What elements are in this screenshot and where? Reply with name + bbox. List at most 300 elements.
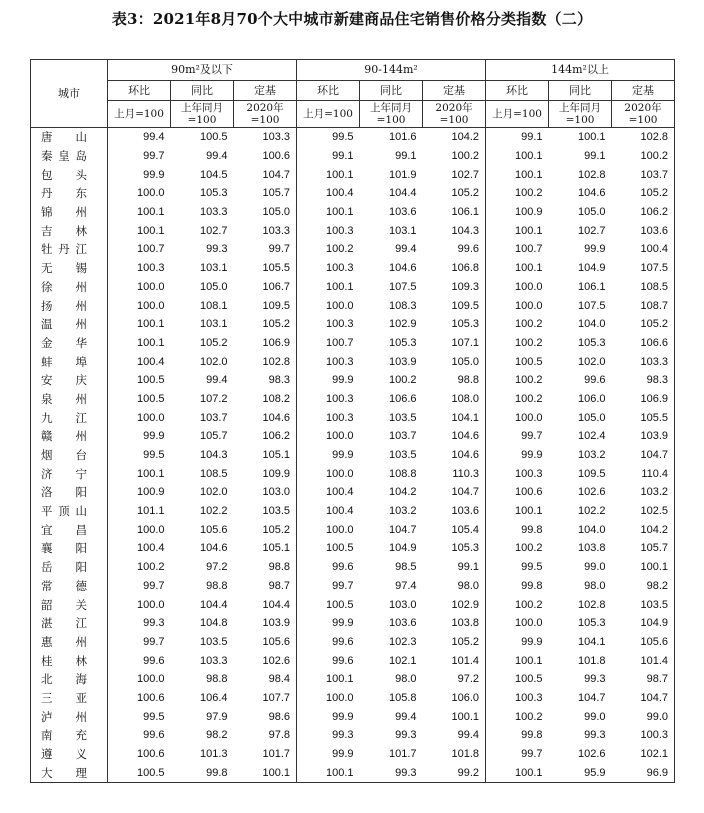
index-value: 100.0	[326, 523, 354, 536]
index-value: 99.9	[332, 617, 354, 630]
index-value: 102.3	[389, 635, 417, 648]
index-value: 100.2	[136, 561, 165, 574]
index-value: 104.1	[423, 408, 486, 427]
index-value: 100.1	[578, 131, 606, 144]
index-value: 108.3	[389, 299, 417, 312]
table-row	[31, 203, 675, 222]
sub-header-base: 定基	[423, 81, 486, 101]
index-value: 100.1	[326, 280, 354, 293]
index-value: 98.3	[612, 371, 675, 390]
city-name: 无锡	[31, 259, 108, 278]
index-value: 100.4	[136, 355, 165, 368]
index-value: 108.7	[612, 296, 675, 315]
index-value: 103.6	[389, 617, 417, 630]
index-value: 99.0	[612, 707, 675, 726]
city-name: 赣州	[31, 427, 108, 446]
index-value: 102.4	[578, 430, 606, 443]
index-value: 105.2	[234, 520, 297, 539]
index-value: 102.8	[578, 598, 606, 611]
index-value: 105.0	[578, 411, 606, 424]
index-value: 101.8	[578, 654, 606, 667]
index-value: 103.7	[199, 411, 228, 424]
base-header-yoy: 上年同月=100	[171, 101, 234, 128]
city-name: 徐州	[31, 278, 108, 297]
index-value: 104.2	[423, 128, 486, 147]
index-value: 104.8	[199, 617, 228, 630]
index-value: 99.4	[423, 726, 486, 745]
index-value: 104.3	[423, 221, 486, 240]
table-row	[31, 689, 675, 708]
index-value: 100.0	[136, 598, 165, 611]
index-value: 103.9	[612, 427, 675, 446]
index-value: 104.4	[199, 598, 228, 611]
index-value: 104.6	[199, 542, 228, 555]
index-value: 100.4	[326, 187, 354, 200]
city-name: 遵义	[31, 745, 108, 764]
index-value: 100.3	[326, 318, 354, 331]
index-value: 100.9	[136, 486, 165, 499]
city-name: 惠州	[31, 633, 108, 652]
index-value: 108.2	[234, 390, 297, 409]
index-value: 100.5	[199, 131, 228, 144]
index-value: 106.2	[612, 203, 675, 222]
index-value: 103.5	[199, 635, 228, 648]
index-value: 102.8	[234, 352, 297, 371]
index-value: 100.1	[136, 224, 165, 237]
index-value: 98.8	[234, 558, 297, 577]
index-value: 100.0	[326, 691, 354, 704]
index-value: 101.4	[612, 651, 675, 670]
city-name: 常德	[31, 577, 108, 596]
index-value: 105.0	[578, 206, 606, 219]
index-value: 99.7	[143, 579, 165, 592]
index-value: 97.2	[206, 561, 228, 574]
index-value: 104.6	[423, 427, 486, 446]
index-value: 100.2	[423, 147, 486, 166]
index-value: 100.1	[234, 763, 297, 782]
index-value: 104.6	[389, 262, 417, 275]
index-value: 102.5	[612, 502, 675, 521]
index-value: 105.7	[234, 184, 297, 203]
index-value: 100.5	[515, 673, 543, 686]
index-value: 100.0	[515, 411, 543, 424]
sub-header-yoy: 同比	[360, 81, 423, 101]
index-value: 105.6	[199, 523, 228, 536]
index-value: 100.6	[136, 748, 165, 761]
index-value: 104.7	[578, 691, 606, 704]
index-value: 99.8	[521, 729, 543, 742]
index-value: 102.6	[578, 486, 606, 499]
index-value: 100.6	[515, 486, 543, 499]
index-value: 109.5	[234, 296, 297, 315]
index-value: 98.0	[423, 577, 486, 596]
city-name: 岳阳	[31, 558, 108, 577]
index-value: 100.5	[326, 598, 354, 611]
table-row	[31, 165, 675, 184]
index-value: 98.0	[584, 579, 606, 592]
group-header-medium: 90-144m²	[297, 60, 486, 81]
index-value: 104.7	[612, 689, 675, 708]
index-value: 102.6	[578, 748, 606, 761]
table-row	[31, 539, 675, 558]
index-value: 97.2	[423, 670, 486, 689]
index-value: 99.3	[395, 729, 417, 742]
sub-header-mom: 环比	[486, 81, 549, 101]
index-value: 100.7	[515, 243, 543, 256]
city-name: 洛阳	[31, 483, 108, 502]
table-row	[31, 614, 675, 633]
index-value: 106.2	[234, 427, 297, 446]
index-value: 104.9	[578, 262, 606, 275]
index-value: 99.4	[206, 374, 228, 387]
city-name: 扬州	[31, 296, 108, 315]
table-row	[31, 259, 675, 278]
table-row	[31, 707, 675, 726]
index-value: 99.5	[143, 710, 165, 723]
index-value: 103.7	[612, 165, 675, 184]
table-body	[31, 128, 675, 783]
city-name: 桂林	[31, 651, 108, 670]
table-row	[31, 520, 675, 539]
index-value: 99.6	[143, 729, 165, 742]
index-value: 106.7	[234, 278, 297, 297]
sub-header-base: 定基	[234, 81, 297, 101]
index-value: 100.1	[326, 206, 354, 219]
city-name: 九江	[31, 408, 108, 427]
index-value: 103.5	[389, 411, 417, 424]
index-value: 100.0	[136, 280, 165, 293]
index-value: 109.9	[234, 464, 297, 483]
index-value: 104.7	[234, 165, 297, 184]
index-value: 106.8	[423, 259, 486, 278]
index-value: 105.6	[234, 633, 297, 652]
index-value: 104.3	[199, 449, 228, 462]
index-value: 100.0	[136, 523, 165, 536]
index-value: 104.7	[423, 483, 486, 502]
index-value: 99.4	[395, 710, 417, 723]
index-value: 99.0	[584, 561, 606, 574]
base-header-fixed: 2020年=100	[612, 101, 675, 128]
index-value: 98.2	[612, 577, 675, 596]
index-value: 105.8	[389, 691, 417, 704]
index-value: 102.8	[578, 168, 606, 181]
base-header-yoy: 上年同月=100	[360, 101, 423, 128]
index-value: 103.9	[234, 614, 297, 633]
index-value: 99.4	[206, 150, 228, 163]
index-value: 105.0	[423, 352, 486, 371]
index-value: 109.5	[423, 296, 486, 315]
sub-header-mom: 环比	[108, 81, 171, 101]
index-value: 100.5	[136, 374, 165, 387]
index-value: 104.0	[578, 523, 606, 536]
index-value: 106.0	[423, 689, 486, 708]
index-value: 100.2	[515, 318, 543, 331]
index-value: 108.0	[423, 390, 486, 409]
index-value: 105.4	[423, 520, 486, 539]
index-value: 99.4	[143, 131, 165, 144]
index-value: 98.6	[234, 707, 297, 726]
city-name: 三亚	[31, 689, 108, 708]
index-value: 99.5	[143, 449, 165, 462]
city-name: 韶关	[31, 595, 108, 614]
table-header	[31, 60, 675, 128]
index-value: 100.7	[326, 336, 354, 349]
index-value: 100.0	[326, 299, 354, 312]
index-value: 101.7	[389, 748, 417, 761]
index-value: 100.1	[515, 262, 543, 275]
index-value: 99.6	[584, 374, 606, 387]
index-value: 103.0	[234, 483, 297, 502]
index-value: 103.5	[234, 502, 297, 521]
index-value: 99.7	[143, 635, 165, 648]
index-value: 99.2	[423, 763, 486, 782]
index-value: 108.8	[389, 467, 417, 480]
index-value: 103.2	[612, 483, 675, 502]
index-value: 99.3	[332, 729, 354, 742]
index-value: 100.1	[612, 558, 675, 577]
index-value: 100.3	[612, 726, 675, 745]
index-value: 99.7	[521, 748, 543, 761]
city-name: 襄阳	[31, 539, 108, 558]
index-value: 99.5	[332, 131, 354, 144]
index-value: 99.3	[584, 729, 606, 742]
index-value: 100.0	[136, 187, 165, 200]
table-row	[31, 352, 675, 371]
index-value: 104.7	[612, 446, 675, 465]
city-name: 吉林	[31, 221, 108, 240]
city-name: 北海	[31, 670, 108, 689]
index-value: 100.5	[108, 763, 171, 782]
city-name: 唐山	[31, 128, 108, 147]
index-value: 99.9	[584, 243, 606, 256]
index-value: 105.0	[199, 280, 228, 293]
index-value: 103.8	[423, 614, 486, 633]
table-row	[31, 763, 675, 782]
index-value: 103.3	[199, 206, 228, 219]
city-name: 烟台	[31, 446, 108, 465]
index-value: 100.1	[136, 467, 165, 480]
index-value: 100.0	[515, 280, 543, 293]
index-value: 97.4	[395, 579, 417, 592]
index-value: 109.3	[423, 278, 486, 297]
table-row	[31, 745, 675, 764]
index-value: 100.6	[234, 147, 297, 166]
city-name: 牡丹江	[31, 240, 108, 259]
index-value: 100.2	[515, 336, 543, 349]
index-value: 99.8	[171, 763, 234, 782]
table-row	[31, 577, 675, 596]
index-value: 103.7	[389, 430, 417, 443]
table-row	[31, 670, 675, 689]
index-value: 105.3	[423, 315, 486, 334]
table-row	[31, 595, 675, 614]
index-value: 100.2	[389, 374, 417, 387]
index-value: 104.1	[578, 635, 606, 648]
index-value: 102.2	[578, 505, 606, 518]
index-value: 99.6	[332, 654, 354, 667]
index-value: 106.1	[423, 203, 486, 222]
index-value: 97.9	[206, 710, 228, 723]
index-value: 104.0	[578, 318, 606, 331]
table-row	[31, 558, 675, 577]
city-name: 平顶山	[31, 502, 108, 521]
index-value: 105.2	[612, 184, 675, 203]
index-value: 106.6	[612, 334, 675, 353]
index-value: 106.9	[612, 390, 675, 409]
city-name: 湛江	[31, 614, 108, 633]
index-value: 100.4	[326, 505, 354, 518]
index-value: 103.0	[389, 598, 417, 611]
index-value: 100.5	[326, 542, 354, 555]
index-value: 99.1	[423, 558, 486, 577]
table-row	[31, 184, 675, 203]
index-value: 99.0	[584, 710, 606, 723]
index-value: 100.1	[423, 707, 486, 726]
index-value: 103.5	[612, 595, 675, 614]
index-value: 99.9	[521, 635, 543, 648]
index-value: 103.6	[423, 502, 486, 521]
index-value: 102.9	[389, 318, 417, 331]
index-value: 99.9	[332, 710, 354, 723]
index-value: 107.5	[389, 280, 417, 293]
index-value: 108.5	[199, 467, 228, 480]
city-name: 蚌埠	[31, 352, 108, 371]
index-value: 102.1	[389, 654, 417, 667]
table-row	[31, 633, 675, 652]
index-value: 99.7	[521, 430, 543, 443]
index-value: 104.2	[389, 486, 417, 499]
index-value: 102.7	[199, 224, 228, 237]
index-value: 99.7	[234, 240, 297, 259]
table-row	[31, 278, 675, 297]
base-header-yoy: 上年同月=100	[549, 101, 612, 128]
index-value: 103.3	[234, 221, 297, 240]
index-value: 100.3	[515, 467, 543, 480]
index-value: 100.3	[326, 262, 354, 275]
index-value: 103.8	[578, 542, 606, 555]
index-value: 101.6	[389, 131, 417, 144]
index-value: 99.8	[521, 579, 543, 592]
index-value: 102.8	[612, 128, 675, 147]
index-value: 98.5	[395, 561, 417, 574]
index-value: 102.2	[199, 505, 228, 518]
index-value: 105.2	[612, 315, 675, 334]
index-value: 104.9	[612, 614, 675, 633]
index-value: 104.2	[612, 520, 675, 539]
index-value: 102.9	[423, 595, 486, 614]
index-value: 105.5	[612, 408, 675, 427]
index-value: 103.3	[234, 128, 297, 147]
city-name: 泸州	[31, 707, 108, 726]
index-value: 99.8	[521, 523, 543, 536]
index-value: 104.6	[578, 187, 606, 200]
index-value: 100.1	[515, 505, 543, 518]
index-value: 96.9	[612, 763, 675, 782]
index-value: 101.9	[389, 168, 417, 181]
city-name: 宜昌	[31, 520, 108, 539]
index-value: 106.6	[389, 392, 417, 405]
index-value: 103.3	[612, 352, 675, 371]
city-header: 城市	[31, 60, 108, 128]
index-value: 100.0	[326, 430, 354, 443]
table-row	[31, 128, 675, 147]
index-value: 95.9	[549, 763, 612, 782]
index-value: 98.4	[234, 670, 297, 689]
index-value: 100.2	[515, 598, 543, 611]
index-value: 105.1	[234, 539, 297, 558]
index-value: 100.2	[326, 243, 354, 256]
index-value: 100.3	[326, 355, 354, 368]
base-header-mom: 上月=100	[297, 101, 360, 128]
city-name: 丹东	[31, 184, 108, 203]
table-row	[31, 371, 675, 390]
index-value: 110.4	[612, 464, 675, 483]
group-header-small: 90m²及以下	[108, 60, 297, 81]
index-value: 103.6	[389, 206, 417, 219]
table-row	[31, 221, 675, 240]
index-value: 103.2	[578, 449, 606, 462]
index-value: 101.3	[199, 748, 228, 761]
city-name: 南充	[31, 726, 108, 745]
base-header-fixed: 2020年=100	[423, 101, 486, 128]
table-row	[31, 296, 675, 315]
index-value: 104.5	[199, 168, 228, 181]
index-value: 99.3	[584, 673, 606, 686]
index-value: 99.6	[143, 654, 165, 667]
index-value: 100.1	[515, 654, 543, 667]
index-value: 99.3	[143, 617, 165, 630]
index-value: 107.5	[578, 299, 606, 312]
index-value: 103.1	[389, 224, 417, 237]
index-value: 99.9	[332, 374, 354, 387]
index-value: 104.6	[234, 408, 297, 427]
index-value: 105.7	[199, 430, 228, 443]
index-value: 99.1	[332, 150, 354, 163]
index-value: 105.1	[234, 446, 297, 465]
index-value: 105.2	[423, 184, 486, 203]
index-value: 100.3	[136, 262, 165, 275]
table-row	[31, 651, 675, 670]
index-value: 105.2	[423, 633, 486, 652]
index-value: 104.9	[389, 542, 417, 555]
index-value: 98.2	[206, 729, 228, 742]
sub-header-yoy: 同比	[171, 81, 234, 101]
index-value: 97.8	[234, 726, 297, 745]
index-value: 98.7	[612, 670, 675, 689]
index-value: 100.6	[136, 691, 165, 704]
index-value: 101.1	[136, 505, 165, 518]
city-name: 安庆	[31, 371, 108, 390]
index-value: 100.3	[326, 224, 354, 237]
city-name: 大理	[31, 763, 108, 782]
index-value: 99.9	[332, 449, 354, 462]
index-value: 106.4	[199, 691, 228, 704]
index-value: 103.3	[199, 654, 228, 667]
index-value: 100.1	[515, 224, 543, 237]
index-value: 104.7	[389, 523, 417, 536]
index-value: 105.3	[423, 539, 486, 558]
index-value: 110.3	[423, 464, 486, 483]
table-row	[31, 334, 675, 353]
sub-header-base: 定基	[612, 81, 675, 101]
index-value: 105.3	[389, 336, 417, 349]
index-value: 100.2	[515, 374, 543, 387]
index-value: 99.6	[332, 561, 354, 574]
table-row	[31, 390, 675, 409]
index-value: 100.4	[326, 486, 354, 499]
index-value: 103.1	[199, 318, 228, 331]
table-row	[31, 726, 675, 745]
